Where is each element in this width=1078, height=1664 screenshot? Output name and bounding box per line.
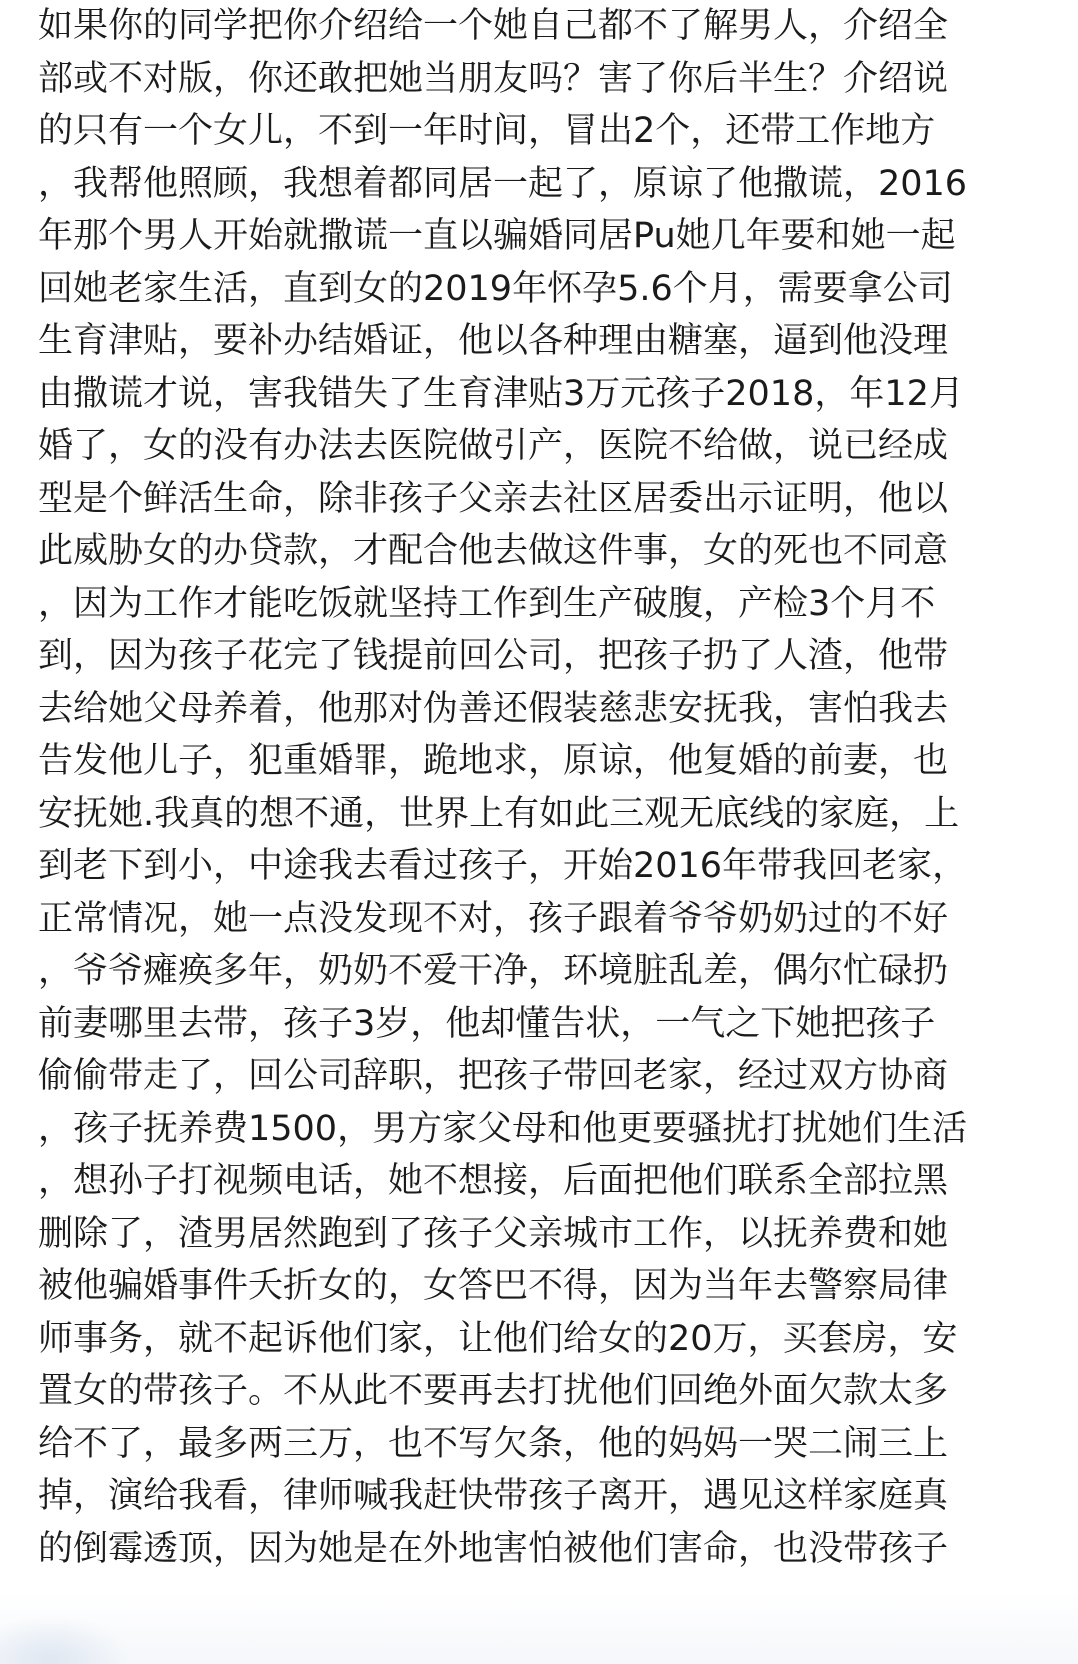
text-line: 掉，演给我看，律师喊我赶快带孩子离开，遇见这样家庭真 bbox=[38, 1476, 949, 1516]
text-line: 此威胁女的办贷款，才配合他去做这件事，女的死也不同意 bbox=[38, 531, 949, 571]
text-line: 偷偷带走了，回公司辞职，把孩子带回老家，经过双方协商 bbox=[38, 1056, 949, 1096]
text-line: 部或不对版，你还敢把她当朋友吗？害了你后半生？介绍说 bbox=[38, 58, 949, 99]
text-line: 到，因为孩子花完了钱提前回公司，把孩子扔了人渣，他带 bbox=[38, 636, 949, 676]
text-line: 去给她父母养着，他那对伪善还假装慈悲安抚我，害怕我去 bbox=[38, 688, 949, 729]
text-line: 生育津贴，要补办结婚证，他以各种理由糖塞，逼到他没理 bbox=[38, 321, 949, 361]
bottom-fade bbox=[0, 1594, 1078, 1664]
text-line: 告发他儿子，犯重婚罪，跪地求，原谅，他复婚的前妻，也 bbox=[38, 741, 949, 781]
text-line: ，孩子抚养费1500，男方家父母和他更要骚扰打扰她们生活 bbox=[38, 1108, 968, 1149]
text-line: ，我帮他照顾，我想着都同居一起了，原谅了他撒谎，2016 bbox=[38, 163, 968, 204]
post-body bbox=[38, 0, 1058, 1575]
text-line: 到老下到小，中途我去看过孩子，开始2016年带我回老家， bbox=[38, 846, 968, 886]
text-line: 师事务，就不起诉他们家，让他们给女的20万，买套房，安 bbox=[38, 1318, 958, 1359]
text-line: 婚了，女的没有办法去医院做引产，医院不给做，说已经成 bbox=[38, 426, 949, 466]
text-line: 安抚她.我真的想不通，世界上有如此三观无底线的家庭，上 bbox=[38, 793, 960, 834]
text-line: 删除了，渣男居然跑到了孩子父亲城市工作，以抚养费和她 bbox=[38, 1213, 949, 1254]
text-line: ，爷爷瘫痪多年，奶奶不爱干净，环境脏乱差，偶尔忙碌扔 bbox=[38, 951, 949, 991]
text-line: 正常情况，她一点没发现不对，孩子跟着爷爷奶奶过的不好 bbox=[38, 898, 949, 939]
text-line: 前妻哪里去带，孩子3岁，他却懂告状，一气之下她把孩子 bbox=[38, 1003, 936, 1044]
text-line: ，想孙子打视频电话，她不想接，后面把他们联系全部拉黑 bbox=[38, 1161, 949, 1201]
text-line: 置女的带孩子。不从此不要再去打扰他们回绝外面欠款太多 bbox=[38, 1371, 949, 1411]
text-line: 型是个鲜活生命，除非孩子父亲去社区居委出示证明，他以 bbox=[38, 478, 949, 519]
text-line: 如果你的同学把你介绍给一个她自己都不了解男人，介绍全 bbox=[38, 6, 949, 46]
text-line: 给不了，最多两三万，也不写欠条，他的妈妈一哭二闹三上 bbox=[38, 1423, 949, 1464]
text-line: 的只有一个女儿，不到一年时间，冒出2个，还带工作地方 bbox=[38, 111, 936, 151]
text-line: 的倒霉透顶，因为她是在外地害怕被他们害命，也没带孩子 bbox=[38, 1528, 949, 1569]
text-line: 年那个男人开始就撒谎一直以骗婚同居Pu她几年要和她一起 bbox=[38, 216, 956, 256]
text-line: ，因为工作才能吃饭就坚持工作到生产破腹，产检3个月不 bbox=[38, 583, 936, 624]
text-line: 由撒谎才说，害我错失了生育津贴3万元孩子2018，年12月 bbox=[38, 373, 964, 414]
text-line: 回她老家生活，直到女的2019年怀孕5.6个月，需要拿公司 bbox=[38, 268, 953, 309]
text-line: 被他骗婚事件夭折女的，女答巴不得，因为当年去警察局律 bbox=[38, 1266, 949, 1306]
